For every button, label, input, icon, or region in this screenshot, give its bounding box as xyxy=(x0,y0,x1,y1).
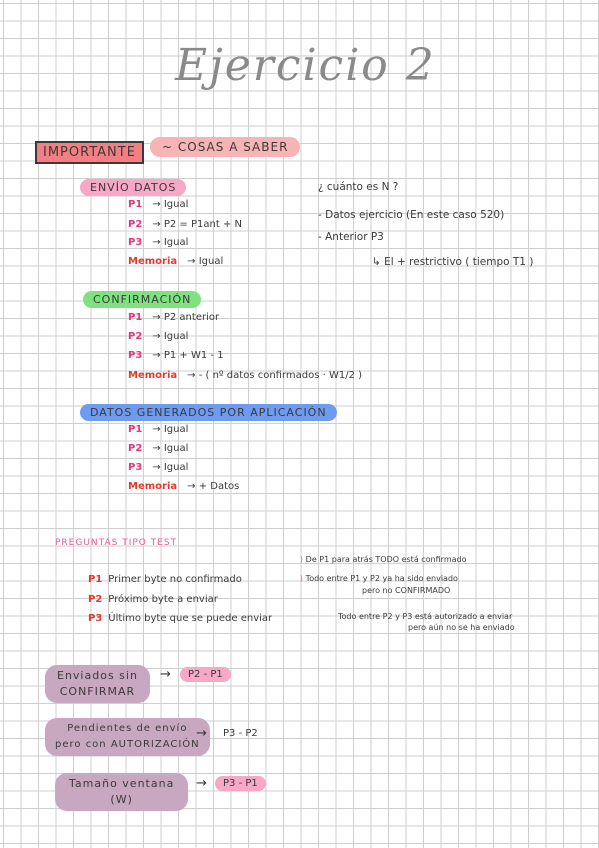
important-subtitle xyxy=(150,137,300,157)
arrow-icon: → xyxy=(196,776,207,791)
gen-item-key: Memoria xyxy=(128,481,178,492)
conf-item-val: → Igual xyxy=(152,331,189,342)
gen-item-key: P2 xyxy=(128,443,143,454)
conf-item-key: Memoria xyxy=(128,370,178,381)
pregunta-key: P3 xyxy=(88,613,103,624)
envio-item-key: P3 xyxy=(128,237,143,248)
gen-item-p2 xyxy=(128,443,188,454)
bottom-label-1 xyxy=(45,665,150,703)
tilde xyxy=(150,140,300,155)
side-line2: - Anterior P3 xyxy=(318,231,384,243)
bottom-label-1-line1: Enviados sin xyxy=(57,669,138,682)
envio-item-memoria xyxy=(128,256,223,267)
gen-item-p1 xyxy=(128,424,188,435)
conf-item-memoria xyxy=(128,370,362,381)
pregunta-val: Primer byte no confirmado xyxy=(108,574,242,585)
envio-item-key: P1 xyxy=(128,199,143,210)
bottom-label-1-line2: CONFIRMAR xyxy=(59,685,136,698)
confirmacion-heading: CONFIRMACIÓN xyxy=(83,291,201,308)
preguntas-note3b: pero aún no se ha enviado xyxy=(408,623,515,632)
preguntas-note2a xyxy=(300,574,458,583)
preguntas-heading: PREGUNTAS TIPO TEST xyxy=(55,538,178,548)
conf-item-p1 xyxy=(128,312,219,323)
page-title: Ejercicio 2 xyxy=(175,40,436,91)
side-line3: ↳ El + restrictivo ( tiempo T1 ) xyxy=(372,256,534,268)
envio-heading: ENVÍO DATOS xyxy=(80,179,186,196)
pregunta-key: P1 xyxy=(88,574,103,585)
gen-item-val: → Igual xyxy=(152,443,189,454)
gen-item-p3 xyxy=(128,462,188,473)
arrow-icon: → xyxy=(160,667,171,682)
pregunta-val: Último byte que se puede enviar xyxy=(108,613,273,624)
side-question: ¿ cuánto es N ? xyxy=(318,181,399,193)
pregunta-val: Próximo byte a enviar xyxy=(108,594,218,605)
conf-item-p2 xyxy=(128,331,188,342)
arrow-icon: → xyxy=(196,726,207,741)
gen-item-val: → Igual xyxy=(152,462,189,473)
pregunta-item-p3 xyxy=(88,613,272,624)
bottom-result-1: P2 - P1 xyxy=(180,667,231,682)
bottom-label-3-line1: Tamaño ventana xyxy=(69,777,175,790)
brace-mark: ⟩ xyxy=(300,574,304,583)
envio-item-val: → Igual xyxy=(187,256,224,267)
bottom-label-3-line2: (W) xyxy=(110,793,133,806)
side-line1: - Datos ejercicio (En este caso 520) xyxy=(318,209,505,221)
bottom-label-2-line2: pero con AUTORIZACIÓN xyxy=(55,739,200,750)
conf-item-key: P1 xyxy=(128,312,143,323)
envio-item-key: P2 xyxy=(128,219,143,230)
envio-item-key: Memoria xyxy=(128,256,178,267)
bottom-result-2: P3 - P2 xyxy=(223,728,258,739)
gen-item-val: → + Datos xyxy=(187,481,240,492)
bottom-result-3: P3 - P1 xyxy=(215,776,266,791)
envio-item-val: → P2 = P1ant + N xyxy=(152,219,242,230)
gen-item-memoria xyxy=(128,481,239,492)
pregunta-key: P2 xyxy=(88,594,103,605)
envio-item-p3 xyxy=(128,237,188,248)
bottom-label-2 xyxy=(45,718,210,756)
preguntas-note2a-text: Todo entre P1 y P2 ya ha sido enviado xyxy=(305,574,458,583)
envio-item-val: → Igual xyxy=(152,199,189,210)
conf-item-key: P2 xyxy=(128,331,143,342)
pregunta-item-p1 xyxy=(88,574,242,585)
conf-item-val: → - ( nº datos confirmados · W1/2 ) xyxy=(187,370,363,381)
conf-item-val: → P2 anterior xyxy=(152,312,220,323)
gen-item-key: P1 xyxy=(128,424,143,435)
pregunta-item-p2 xyxy=(88,594,218,605)
preguntas-note2b: pero no CONFIRMADO xyxy=(362,586,451,595)
important-box: IMPORTANTE xyxy=(35,141,144,164)
bottom-label-3 xyxy=(55,773,188,811)
conf-item-val: → P1 + W1 - 1 xyxy=(152,350,224,361)
bottom-label-2-line1: Pendientes de envío xyxy=(67,723,188,734)
tilde-glyph: ~ xyxy=(162,140,174,154)
gen-item-val: → Igual xyxy=(152,424,189,435)
generados-heading: DATOS GENERADOS POR APLICACIÓN xyxy=(80,404,337,421)
preguntas-note3a: Todo entre P2 y P3 está autorizado a enviar xyxy=(338,612,513,621)
envio-item-val: → Igual xyxy=(152,237,189,248)
preguntas-note1-text: De P1 para atrás TODO está confirmado xyxy=(305,555,467,564)
envio-item-p2 xyxy=(128,219,242,230)
envio-item-p1 xyxy=(128,199,188,210)
conf-item-p3 xyxy=(128,350,224,361)
gen-item-key: P3 xyxy=(128,462,143,473)
conf-item-key: P3 xyxy=(128,350,143,361)
preguntas-note1 xyxy=(300,555,466,564)
important-subtitle-text: COSAS A SABER xyxy=(177,140,289,154)
brace-mark: ⟩ xyxy=(300,555,304,564)
